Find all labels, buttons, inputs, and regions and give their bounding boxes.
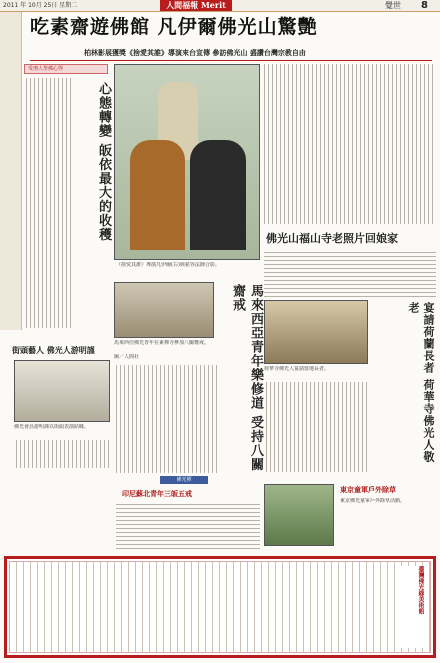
old-photos-text [264,250,436,298]
kids-title: 東京童軍戶外除草 [340,485,396,494]
old-photos-title: 佛光山福山寺老照片回娘家 [266,232,398,245]
street-text [14,440,110,468]
left-story-title: 心態轉變 皈依最大的收穫 [96,82,111,242]
class-credit: 圖／人間社 [114,354,140,360]
left-story-text [24,78,74,328]
issue-date: 2011 年 10月 25日 星期二 [3,2,78,9]
main-story-text [262,64,434,224]
main-headline: 吃素齋遊佛館 凡伊爾佛光山驚艷 [30,16,318,38]
street-title: 街頭藝人 佛光人游明謹 [12,345,95,355]
monk-figure [130,140,185,250]
headline-rule [30,60,432,61]
zen-label: 佛光禪 [160,476,208,484]
side-strip [0,12,22,330]
main-subhead: 柏林影展獲獎《捨愛其誰》導演來台宣傳 參訪佛光山 盛讚台灣宗教自由 [84,49,306,57]
director-figure [190,140,246,250]
street-photo [14,360,110,422]
advert-title: 臺灣佛光緣美術館 [396,566,424,648]
elders-text [264,382,370,472]
kids-caption: 東京佛光童軍戶外除草活動。 [340,498,406,504]
section-name: 覺世 [385,1,401,10]
malaysia-text [114,365,218,473]
advert-text [9,561,431,653]
elders-caption: 荷華寺佛光人宴請當地長者。 [264,366,330,372]
ordination-title: 印尼蘇北青年三皈五戒 [122,489,192,498]
elders-photo [264,300,368,364]
street-caption: 佛光會員游明謹以街頭表演結緣。 [14,424,90,430]
left-kicker: 受刑人學佛心得 [24,64,108,74]
malaysia-title: 馬來西亞青年樂修道 受持八關齋戒 [230,284,263,472]
ordination-text [116,502,260,552]
main-photo-caption: 《捨愛其誰》導演凡伊爾(右)與慈容法師合影。 [116,262,220,268]
page-number: 8 [421,0,428,11]
kids-photo [264,484,334,546]
elders-title: 宴請荷蘭長者 荷華寺佛光人敬老 [407,302,435,463]
newspaper-logo: 人間福報 Merit [160,0,232,11]
class-caption: 馬來西亞佛光青年在東禪寺參加八關齋戒。 [114,340,210,346]
class-photo [114,282,214,338]
